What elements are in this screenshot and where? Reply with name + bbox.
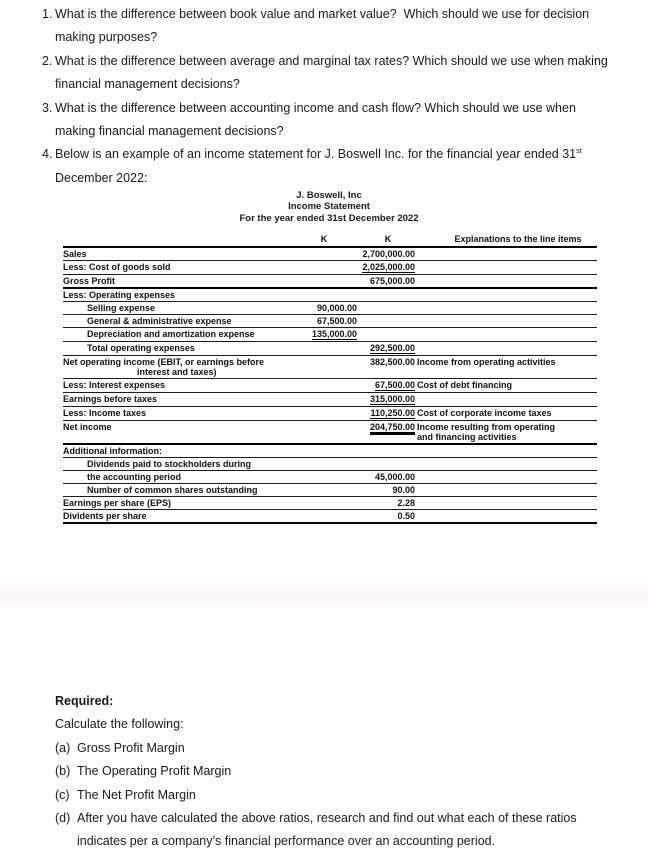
row-explanation-text: Cost of debt financing bbox=[417, 380, 512, 390]
row-label bbox=[63, 302, 289, 315]
row-label-text: Dividends paid to stockholders during bbox=[87, 459, 252, 469]
question-number: 1. bbox=[42, 7, 53, 21]
table-row bbox=[63, 356, 597, 379]
questions-list bbox=[42, 3, 638, 190]
row-value-k2 bbox=[359, 484, 417, 497]
required-item-line: The Net Profit Margin bbox=[77, 787, 196, 802]
row-explanation bbox=[417, 342, 597, 356]
amount-text: 135,000.00 bbox=[311, 329, 357, 339]
row-label bbox=[63, 328, 289, 342]
amount-text: 90,000.00 bbox=[316, 303, 357, 313]
row-label-text: Selling expense bbox=[87, 303, 156, 313]
row-label bbox=[63, 444, 289, 458]
row-label-text: Net income bbox=[63, 422, 112, 432]
required-item bbox=[55, 737, 630, 760]
row-value-k2 bbox=[359, 458, 417, 471]
required-item-letter: (d) bbox=[55, 811, 71, 826]
row-label bbox=[63, 471, 289, 484]
table-row bbox=[63, 458, 597, 471]
required-intro: Calculate the following: bbox=[55, 717, 184, 732]
table-row bbox=[63, 407, 597, 421]
row-value-k1 bbox=[289, 393, 359, 407]
row-label-text: Gross Profit bbox=[63, 276, 116, 286]
income-statement-table bbox=[63, 233, 597, 524]
required-section bbox=[55, 690, 630, 854]
row-explanation bbox=[417, 407, 597, 421]
header-k2: K bbox=[359, 233, 417, 247]
row-explanation bbox=[417, 379, 597, 393]
row-label-text: Number of common shares outstanding bbox=[87, 485, 258, 495]
required-item-line: After you have calculated the above ratios, research and find out what each of these ratios bbox=[77, 811, 577, 826]
row-value-k1 bbox=[289, 458, 359, 471]
row-label-text: Sales bbox=[63, 249, 87, 259]
question-line bbox=[55, 26, 638, 49]
row-value-k2 bbox=[359, 342, 417, 356]
row-explanation bbox=[417, 247, 597, 261]
row-value-k1 bbox=[289, 328, 359, 342]
question-text bbox=[55, 3, 638, 50]
table-header-row bbox=[63, 233, 597, 247]
question-line bbox=[55, 73, 638, 96]
table-row bbox=[63, 471, 597, 484]
question-line-text: December 2022: bbox=[55, 170, 148, 185]
row-value-k1 bbox=[289, 275, 359, 289]
required-item-line: The Operating Profit Margin bbox=[77, 764, 232, 779]
table-row bbox=[63, 497, 597, 510]
row-value-k2 bbox=[359, 393, 417, 407]
row-value-k1 bbox=[289, 302, 359, 315]
question-item bbox=[42, 3, 638, 50]
question-line-text: making purposes? bbox=[55, 30, 158, 45]
row-value-k2 bbox=[359, 288, 417, 302]
question-line bbox=[55, 143, 638, 166]
amount-text: 90.00 bbox=[392, 485, 415, 495]
required-item-letter: (b) bbox=[55, 764, 71, 779]
row-value-k1 bbox=[289, 261, 359, 275]
question-line-text: What is the difference between accounting income and cash flow? Which should we use when bbox=[55, 100, 576, 115]
row-label bbox=[63, 497, 289, 510]
statement-company-name: J. Boswell, Inc bbox=[296, 190, 362, 201]
row-label bbox=[63, 261, 289, 275]
row-explanation bbox=[417, 393, 597, 407]
question-line-text: making financial management decisions? bbox=[55, 124, 284, 139]
row-value-k1 bbox=[289, 421, 359, 445]
row-label bbox=[63, 342, 289, 356]
row-explanation bbox=[417, 421, 597, 445]
question-item bbox=[42, 143, 638, 190]
row-label-text: General & administrative expense bbox=[87, 316, 232, 326]
row-label-text: the accounting period bbox=[87, 472, 182, 482]
row-value-k1 bbox=[289, 247, 359, 261]
required-item-letter: (c) bbox=[55, 787, 70, 802]
row-label bbox=[63, 275, 289, 289]
required-item bbox=[55, 760, 630, 783]
required-item-letter: (a) bbox=[55, 740, 71, 755]
amount-text: 204,750.00 bbox=[369, 422, 415, 432]
row-label bbox=[63, 458, 289, 471]
row-value-k2 bbox=[359, 510, 417, 524]
amount-text: 675,000.00 bbox=[369, 276, 415, 286]
required-item bbox=[55, 784, 630, 807]
row-label bbox=[63, 288, 289, 302]
row-value-k2 bbox=[359, 261, 417, 275]
table-row bbox=[63, 510, 597, 524]
row-value-k2 bbox=[359, 379, 417, 393]
row-label bbox=[63, 356, 289, 379]
table-row bbox=[63, 484, 597, 497]
row-explanation bbox=[417, 288, 597, 302]
question-line bbox=[55, 3, 638, 26]
amount-text: 292,500.00 bbox=[369, 343, 415, 353]
row-explanation bbox=[417, 328, 597, 342]
question-number: 2. bbox=[42, 53, 53, 68]
question-line-text: What is the difference between average and marginal tax rates? Which should we use when making bbox=[55, 53, 608, 68]
question-item bbox=[42, 97, 638, 144]
row-label bbox=[63, 247, 289, 261]
table-row bbox=[63, 261, 597, 275]
table-body bbox=[63, 247, 597, 523]
row-label bbox=[63, 379, 289, 393]
row-value-k1 bbox=[289, 444, 359, 458]
row-label bbox=[63, 315, 289, 328]
required-heading: Required: bbox=[55, 694, 114, 708]
table-row bbox=[63, 302, 597, 315]
amount-text: 2,700,000.00 bbox=[362, 249, 415, 259]
question-line-text: What is the difference between book value and market value? Which should we use for decision bbox=[55, 7, 590, 21]
row-explanation bbox=[417, 471, 597, 484]
required-item-text bbox=[77, 737, 630, 760]
statement-title: Income Statement bbox=[288, 201, 370, 213]
required-item-line: Gross Profit Margin bbox=[77, 740, 185, 755]
row-explanation bbox=[417, 458, 597, 471]
amount-text: 45,000.00 bbox=[374, 472, 415, 482]
table-row bbox=[63, 247, 597, 261]
row-explanation bbox=[417, 444, 597, 458]
required-item-text bbox=[77, 784, 630, 807]
row-label-text: Depreciation and amortization expense bbox=[87, 329, 255, 339]
page-break-band bbox=[0, 583, 648, 608]
row-label bbox=[63, 393, 289, 407]
row-explanation bbox=[417, 261, 597, 275]
table-row bbox=[63, 315, 597, 328]
amount-text: 67,500.00 bbox=[374, 380, 415, 390]
question-line-text: Below is an example of an income statement for J. Boswell Inc. for the financial year ended 31 bbox=[55, 147, 577, 162]
row-label-text: Dividents per share bbox=[63, 511, 147, 521]
question-line bbox=[55, 167, 638, 190]
row-label-text: Additional information: bbox=[63, 446, 162, 456]
statement-period: For the year ended 31st December 2022 bbox=[239, 212, 419, 224]
row-value-k2 bbox=[359, 407, 417, 421]
question-text bbox=[55, 50, 638, 97]
table-row bbox=[63, 288, 597, 302]
row-explanation bbox=[417, 275, 597, 289]
row-label bbox=[63, 484, 289, 497]
required-item-line: indicates per a company’s financial performance over an accounting period. bbox=[77, 834, 496, 849]
row-value-k2 bbox=[359, 247, 417, 261]
row-value-k1 bbox=[289, 379, 359, 393]
row-explanation bbox=[417, 510, 597, 524]
row-label-text: Less: Operating expenses bbox=[63, 290, 176, 300]
statement-title-block bbox=[62, 190, 596, 224]
amount-text: 110,250.00 bbox=[370, 408, 415, 418]
question-line bbox=[55, 120, 638, 143]
row-value-k1 bbox=[289, 342, 359, 356]
question-line-text: financial management decisions? bbox=[55, 77, 240, 92]
row-explanation-second-line: and financing activities bbox=[417, 432, 517, 442]
row-label bbox=[63, 510, 289, 524]
row-explanation bbox=[417, 356, 597, 379]
row-label bbox=[63, 407, 289, 421]
table-row bbox=[63, 421, 597, 445]
table-row bbox=[63, 444, 597, 458]
header-k1: K bbox=[289, 233, 359, 247]
row-explanation-text: Income resulting from operating bbox=[417, 422, 556, 432]
row-value-k2 bbox=[359, 275, 417, 289]
amount-text: 382,500.00 bbox=[369, 357, 415, 367]
row-value-k2 bbox=[359, 315, 417, 328]
amount-text: 2,025,000.00 bbox=[362, 262, 415, 272]
row-label bbox=[63, 421, 289, 445]
table-row bbox=[63, 393, 597, 407]
row-explanation bbox=[417, 497, 597, 510]
row-value-k2 bbox=[359, 356, 417, 379]
superscript-ordinal: st bbox=[576, 146, 582, 156]
row-label-text: Net operating income (EBIT, or earnings before bbox=[63, 357, 265, 367]
question-item bbox=[42, 50, 638, 97]
row-label-text: Earnings per share (EPS) bbox=[63, 498, 172, 508]
question-text bbox=[55, 143, 638, 190]
table-row bbox=[63, 275, 597, 289]
row-value-k1 bbox=[289, 510, 359, 524]
table-row bbox=[63, 342, 597, 356]
question-line bbox=[55, 50, 638, 73]
table-row bbox=[63, 328, 597, 342]
row-explanation-text: Cost of corporate income taxes bbox=[417, 408, 552, 418]
row-value-k1 bbox=[289, 356, 359, 379]
required-item-text bbox=[77, 807, 630, 854]
row-explanation bbox=[417, 315, 597, 328]
row-explanation bbox=[417, 484, 597, 497]
row-label-text: Total operating expenses bbox=[87, 343, 195, 353]
row-value-k2 bbox=[359, 302, 417, 315]
amount-text: 315,000.00 bbox=[369, 394, 415, 404]
amount-text: 0.50 bbox=[397, 511, 415, 521]
required-items bbox=[55, 737, 630, 854]
row-value-k1 bbox=[289, 471, 359, 484]
question-number: 3. bbox=[42, 100, 53, 115]
required-item bbox=[55, 807, 630, 854]
question-text bbox=[55, 97, 638, 144]
row-value-k1 bbox=[289, 484, 359, 497]
row-value-k2 bbox=[359, 471, 417, 484]
table-row bbox=[63, 379, 597, 393]
row-value-k1 bbox=[289, 407, 359, 421]
question-number: 4. bbox=[42, 147, 53, 162]
row-label-text: Less: Interest expenses bbox=[63, 380, 166, 390]
row-label-second-line: interest and taxes) bbox=[137, 367, 217, 377]
row-label-text: Less: Income taxes bbox=[63, 408, 147, 418]
row-label-text: Less: Cost of goods sold bbox=[63, 262, 171, 272]
row-value-k2 bbox=[359, 444, 417, 458]
required-item-text bbox=[77, 760, 630, 783]
question-line bbox=[55, 97, 638, 120]
row-explanation bbox=[417, 302, 597, 315]
row-value-k2 bbox=[359, 421, 417, 445]
amount-text: 2.28 bbox=[397, 498, 415, 508]
row-value-k1 bbox=[289, 288, 359, 302]
header-explanations: Explanations to the line items bbox=[417, 233, 597, 247]
row-label-text: Earnings before taxes bbox=[63, 394, 158, 404]
header-label-cell bbox=[63, 233, 289, 247]
row-value-k1 bbox=[289, 315, 359, 328]
row-value-k2 bbox=[359, 497, 417, 510]
row-value-k2 bbox=[359, 328, 417, 342]
row-value-k1 bbox=[289, 497, 359, 510]
row-explanation-text: Income from operating activities bbox=[417, 357, 556, 367]
amount-text: 67,500.00 bbox=[316, 316, 357, 326]
